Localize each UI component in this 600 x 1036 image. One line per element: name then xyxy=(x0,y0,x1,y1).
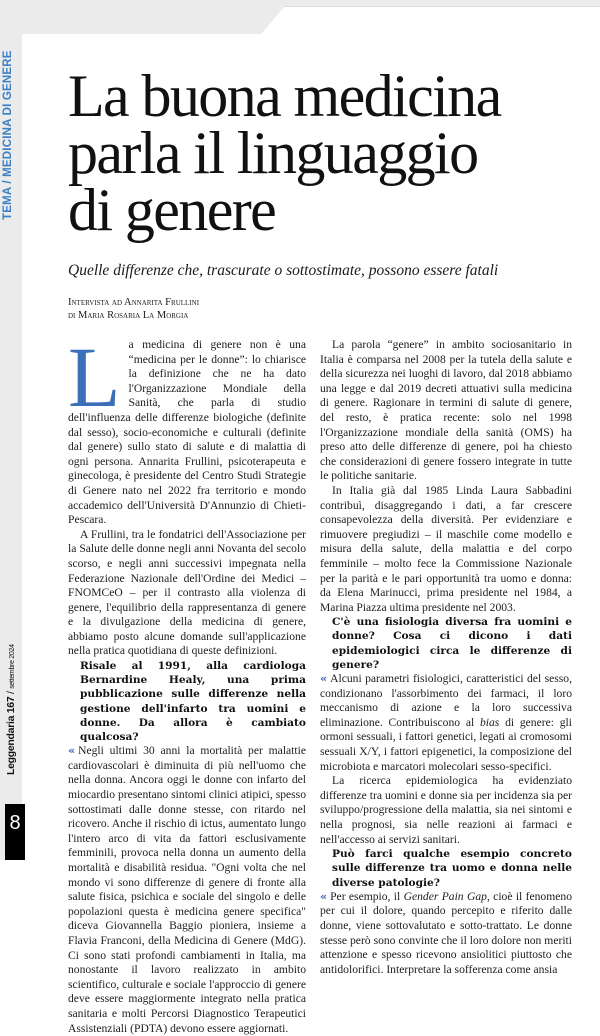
top-grey-tab xyxy=(0,0,290,34)
interview-question: Risale al 1991, alla cardiologa Bernardine Healy, una prima pubblicazione sulle differenze nella gestione dell'infarto tra uomini e donne. Da allora è cambiato qualcosa? xyxy=(80,660,306,744)
magazine-name: Leggendaria 167 xyxy=(5,696,17,775)
paragraph: La parola “genere” in ambito sociosanitario in Italia è comparsa nel 2008 per la tutela della salute e della sicurezza nei luoghi di lavoro, dal 2018 abbiamo una legge e dal 2019 decreti attuativi sulla medicina di genere. Ragionare in termini di salute di genere, del resto, è pratica recente: solo nel 1998 l'Organizzazione mondiale della sanità (OMS) ha preso atto delle differenze di genere, poi ha chiesto che considerazioni di genere fossero integrate in tutte le politiche sanitarie. xyxy=(320,338,572,483)
answer-quote-icon: « xyxy=(320,889,328,903)
italic-term: bias xyxy=(479,715,500,729)
italic-term: Gender Pain Gap xyxy=(403,889,487,903)
drop-cap: L xyxy=(68,329,121,425)
title-line: di genere xyxy=(68,177,276,243)
intro-paragraph xyxy=(68,329,306,528)
title-line: parla il linguaggio xyxy=(68,120,478,186)
paragraph: A Frullini, tra le fondatrici dell'Associazione per la Salute delle donne negli anni Novanta del secolo scorso, e negli anni successivi impegnata nella Federazione Nazionale dell'Ordine dei Medici – FNOMCeO – per il contrasto alla violenza di genere, l'equilibrio della rappresentanza di genere e la divulgazione della medicina di genere, abbiamo posto alcune domande sull'applicazione nella pratica quotidiana di queste definizioni. xyxy=(68,527,306,658)
answer-text: Per esempio, il xyxy=(330,889,404,903)
answer-text: di genere: gli ormoni sessuali, i fattori genetici, legati ai cromosomi sessuali X/Y, i fattori epigenetici, la composizione del microbiota e marcatori molecolari sesso-specifici. xyxy=(320,715,572,773)
right-column xyxy=(320,338,572,977)
byline-interview: Intervista ad Annarita Frullini xyxy=(68,297,200,308)
article-title xyxy=(68,63,568,243)
answer-text: Alcuni parametri fisiologici, caratteristici del sesso, condizionano l'assorbimento dei farmaci, il loro meccanismo di azione e la loro successiva eliminazione. Contribuiscono al xyxy=(320,672,572,729)
intro-text: a medicina di genere non è una “medicina per le donne”: lo chiarisce la definizione che ne ha dato l'Organizzazione Mondiale della Sanità, che parla di studio dell'influenza delle differenze biologiche (definite dal sesso), socio-economiche e culturali (definite dal genere) sullo stato di salute e di malattia di ogni persona. Annarita Frullini, psicoterapeuta e ginecologa, è presidente del Centro Studi Strategie di Genere nato nel 2022 fra territorio e mondo accademico dell'Università D'Annunzio di Chieti-Pescara. xyxy=(68,338,306,527)
interview-answer xyxy=(320,672,572,774)
page-number: 8 xyxy=(5,804,25,860)
left-column xyxy=(68,329,306,1036)
interview-question: Può farci qualche esempio concreto sulle differenze tra uomo e donna nelle diverse patologie? xyxy=(332,848,572,889)
answer-text: , cioè il fenomeno per cui il dolore, quando percepito e riferito dalle donne, viene sottovalutato e sotto-trattato. Le donne stesse però sono convinte che il loro dolore non meriti attenzione e spesso ricevono ansiolitici piuttosto che antidolorifici. Interpretare la sofferenza come ansia xyxy=(320,889,572,976)
interview-answer xyxy=(320,890,572,978)
paragraph: La ricerca epidemiologica ha evidenziato differenze tra uomini e donne sia per incidenza sia per sviluppo/progressione della malattia, sia nei sintomi e nella prognosi, sia nelle reazioni ai farmaci e nell'accesso ai servizi sanitari. xyxy=(320,774,572,846)
issue-date: settembre 2024 xyxy=(9,644,16,689)
byline xyxy=(68,296,199,322)
interview-question: C'è una fisiologia diversa fra uomini e donne? Cosa ci dicono i dati epidemiologici circa le differenze di genere? xyxy=(332,616,572,671)
issue-label xyxy=(5,644,17,775)
title-line: La buona medicina xyxy=(68,63,501,129)
answer-quote-icon: « xyxy=(68,744,76,758)
issue-separator: / xyxy=(5,688,17,697)
article-subtitle: Quelle differenze che, trascurate o sottostimate, possono essere fatali xyxy=(68,262,499,279)
answer-quote-icon: « xyxy=(320,672,328,686)
interview-answer xyxy=(68,744,306,1036)
paragraph: In Italia già dal 1985 Linda Laura Sabbadini contribuì, disaggregando i dati, a far crescere consapevolezza della diversità. Per evidenziare e rimuovere pregiudizi – il maschile come modello e misura della salute, della malattia e del corpo femminile – molto fece la Commissione Nazionale per la parità e le pari opportunità tra uomo e donna: da Elena Marinucci, prima presidente nel 1984, a Marina Piazza ultima presidente nel 2003. xyxy=(320,483,572,614)
section-label: TEMA / MEDICINA DI GENERE xyxy=(2,50,14,220)
answer-text: Negli ultimi 30 anni la mortalità per malattie cardiovascolari è diminuita di più nell'uomo che nella donna. Ancora oggi le donne con infarto del miocardio presentano sintomi clinici atipici, spesso sottostimati dalle donne stesse, con ritardo nel ricovero. Anche il rischio di ictus, aumentato lungo l'intero arco di vita da fattori esclusivamente femminili, provoca nella donna un aumento della mortalità e disabilità residua. "Ogni volta che nel mondo vi sono differenze di genere di fronte alla salute fisica, psichica e sociale del singolo e delle popolazioni questa è medicina genere specifica" diceva Giovannella Baggio pioniera, insieme a Flavia Franconi, della Medicina di Genere (MdG). Ci sono stati profondi cambiamenti in Italia, ma nonostante il lavoro realizzato in ambito scientifico, culturale e sociale l'approccio di genere deve essere maggiormente integrato nella pratica sanitaria e molti Percorsi Diagnostico Terapeutici Assistenziali (PDTA) devono essere aggiornati. xyxy=(68,744,306,1035)
byline-author: di Maria Rosaria La Morgia xyxy=(68,310,189,321)
